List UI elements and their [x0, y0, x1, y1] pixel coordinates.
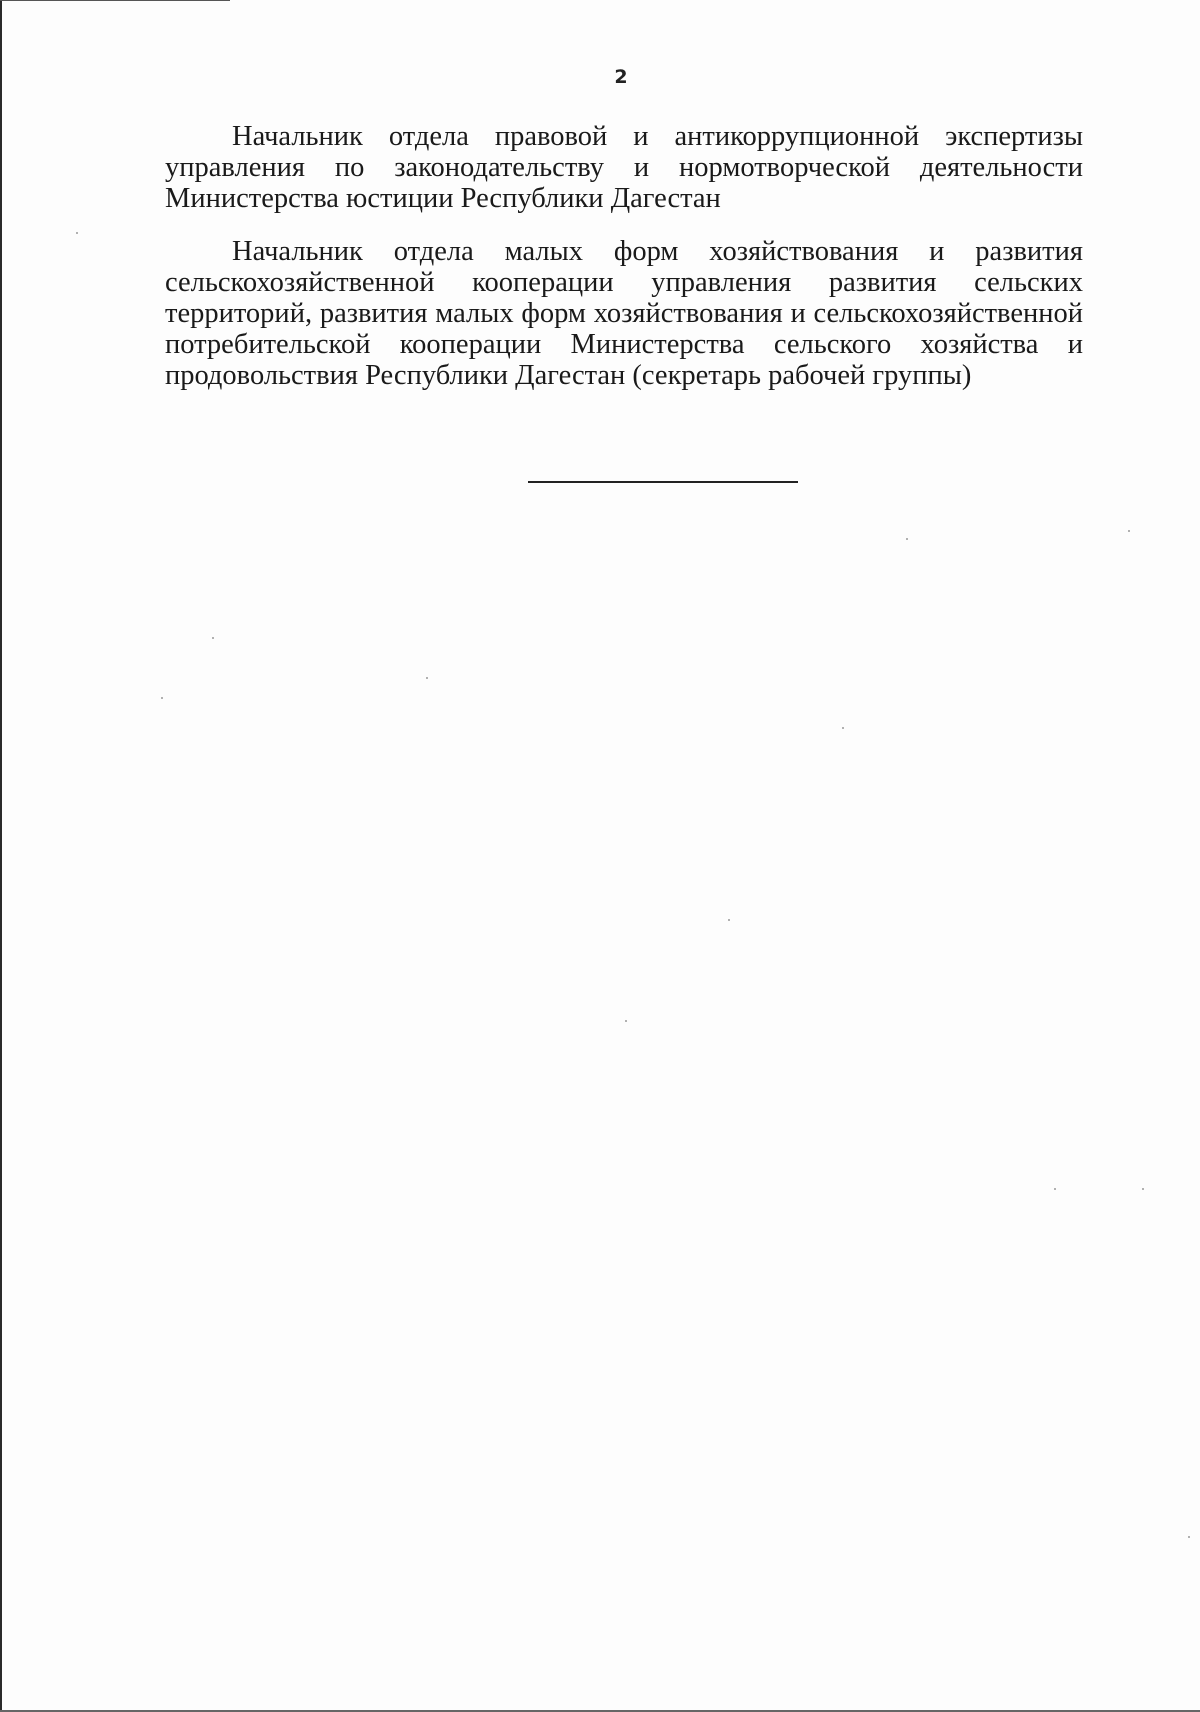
scan-speck	[842, 727, 844, 729]
scan-speck	[728, 919, 730, 921]
scan-edge-top	[0, 0, 230, 1]
scan-speck	[426, 677, 428, 679]
scan-speck	[906, 538, 908, 540]
paragraph-legal-expertise-head: Начальник отдела правовой и антикоррупционной экспертизы управления по законодательству и нормотворческой деятельности Министерства юстиции Республики Дагестан	[165, 121, 1083, 214]
scan-speck	[1054, 1188, 1056, 1190]
scan-speck	[1128, 530, 1130, 532]
page-number: 2	[614, 66, 628, 88]
paragraph-small-farms-head: Начальник отдела малых форм хозяйствования и развития сельскохозяйственной кооперации управления развития сельских территорий, развития малых форм хозяйствования и сельскохозяйственной потребительской кооперации Министерства сельского хозяйства и продовольствия Республики Дагестан (секретарь рабочей группы)	[165, 236, 1083, 391]
scan-edge-left	[0, 0, 2, 1712]
scan-speck	[625, 1020, 627, 1022]
scan-speck	[212, 637, 214, 639]
scan-speck	[1188, 1536, 1190, 1538]
scan-speck	[161, 697, 163, 699]
scan-speck	[1142, 1188, 1144, 1190]
separator-line	[528, 481, 798, 483]
scan-speck	[76, 232, 78, 234]
